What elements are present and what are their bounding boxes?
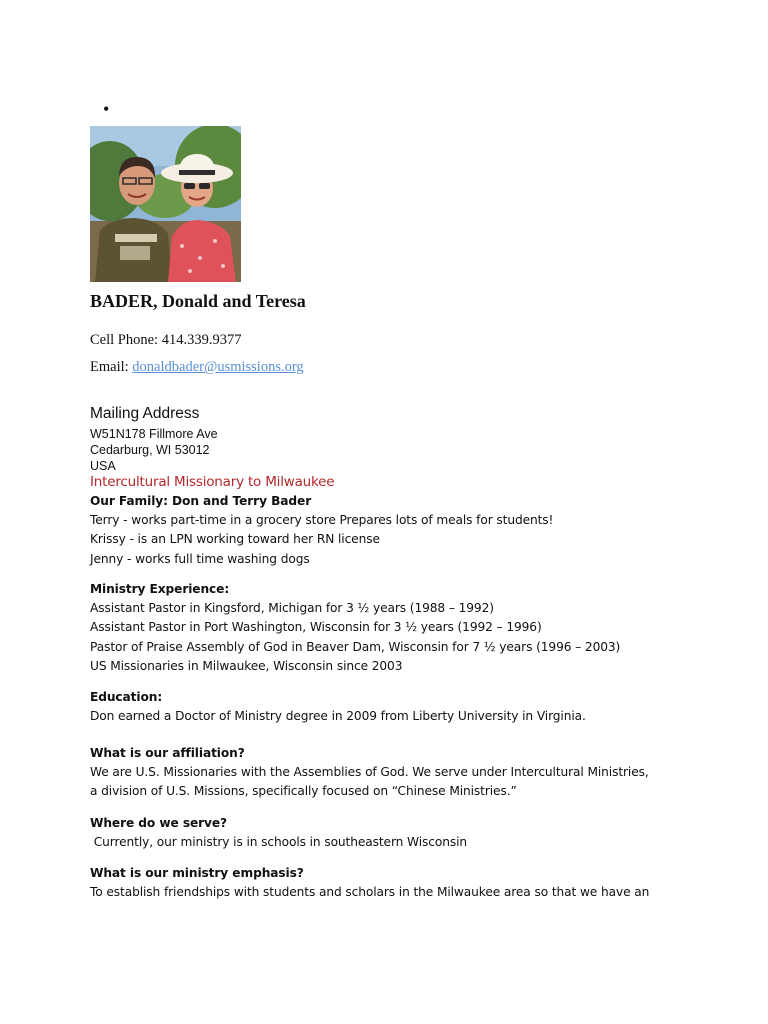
email-line — [90, 359, 304, 376]
education-heading: Education: — [90, 690, 163, 704]
affiliation-line: We are U.S. Missionaries with the Assemblies of God. We serve under Intercultural Ministries, — [90, 765, 649, 780]
cell-phone-value: 414.339.9377 — [161, 332, 242, 348]
emphasis-line: To establish friendships with students and scholars in the Milwaukee area so that we have an — [90, 885, 650, 900]
affiliation-section — [90, 744, 690, 802]
serve-heading: Where do we serve? — [90, 816, 228, 830]
mailing-address — [90, 426, 218, 474]
cell-phone-label: Cell Phone: — [90, 332, 159, 348]
affiliation-line: a division of U.S. Missions, specifically focused on “Chinese Ministries.” — [90, 784, 517, 799]
family-line: Krissy - is an LPN working toward her RN license — [90, 532, 380, 547]
address-line: Cedarburg, WI 53012 — [90, 443, 210, 457]
ministry-line: Assistant Pastor in Kingsford, Michigan for 3 ½ years (1988 – 1992) — [90, 601, 494, 616]
address-line: USA — [90, 459, 116, 473]
family-line: Jenny - works full time washing dogs — [90, 551, 310, 566]
serve-line: Currently, our ministry is in schools in southeastern Wisconsin — [90, 835, 468, 850]
email-label: Email: — [90, 359, 129, 375]
list-bullet: • — [103, 99, 110, 119]
email-link[interactable]: donaldbader@usmissions.org — [132, 359, 304, 375]
ministry-line: US Missionaries in Milwaukee, Wisconsin since 2003 — [90, 658, 403, 673]
ministry-line: Pastor of Praise Assembly of God in Beaver Dam, Wisconsin for 7 ½ years (1996 – 2003) — [90, 639, 621, 654]
family-heading: Our Family: Don and Terry Bader — [90, 494, 312, 508]
education-line: Don earned a Doctor of Ministry degree in 2009 from Liberty University in Virginia. — [90, 709, 586, 724]
ministry-line: Assistant Pastor in Port Washington, Wisconsin for 3 ½ years (1992 – 1996) — [90, 620, 542, 635]
family-line: Terry - works part-time in a grocery store Prepares lots of meals for students! — [90, 513, 554, 528]
ministry-heading: Ministry Experience: — [90, 582, 230, 596]
emphasis-section — [90, 864, 690, 902]
address-line: W51N178 Fillmore Ave — [90, 427, 218, 441]
ministry-section — [90, 580, 690, 676]
cell-phone-line — [90, 332, 241, 349]
mailing-address-heading: Mailing Address — [90, 405, 200, 422]
family-section — [90, 492, 690, 569]
person-name-heading: BADER, Donald and Teresa — [90, 291, 306, 311]
missionary-role-title: Intercultural Missionary to Milwaukee — [90, 474, 335, 490]
serve-section — [90, 814, 690, 852]
education-section — [90, 688, 690, 726]
affiliation-heading: What is our affiliation? — [90, 746, 245, 760]
emphasis-heading: What is our ministry emphasis? — [90, 866, 304, 880]
family-photo — [90, 126, 241, 282]
